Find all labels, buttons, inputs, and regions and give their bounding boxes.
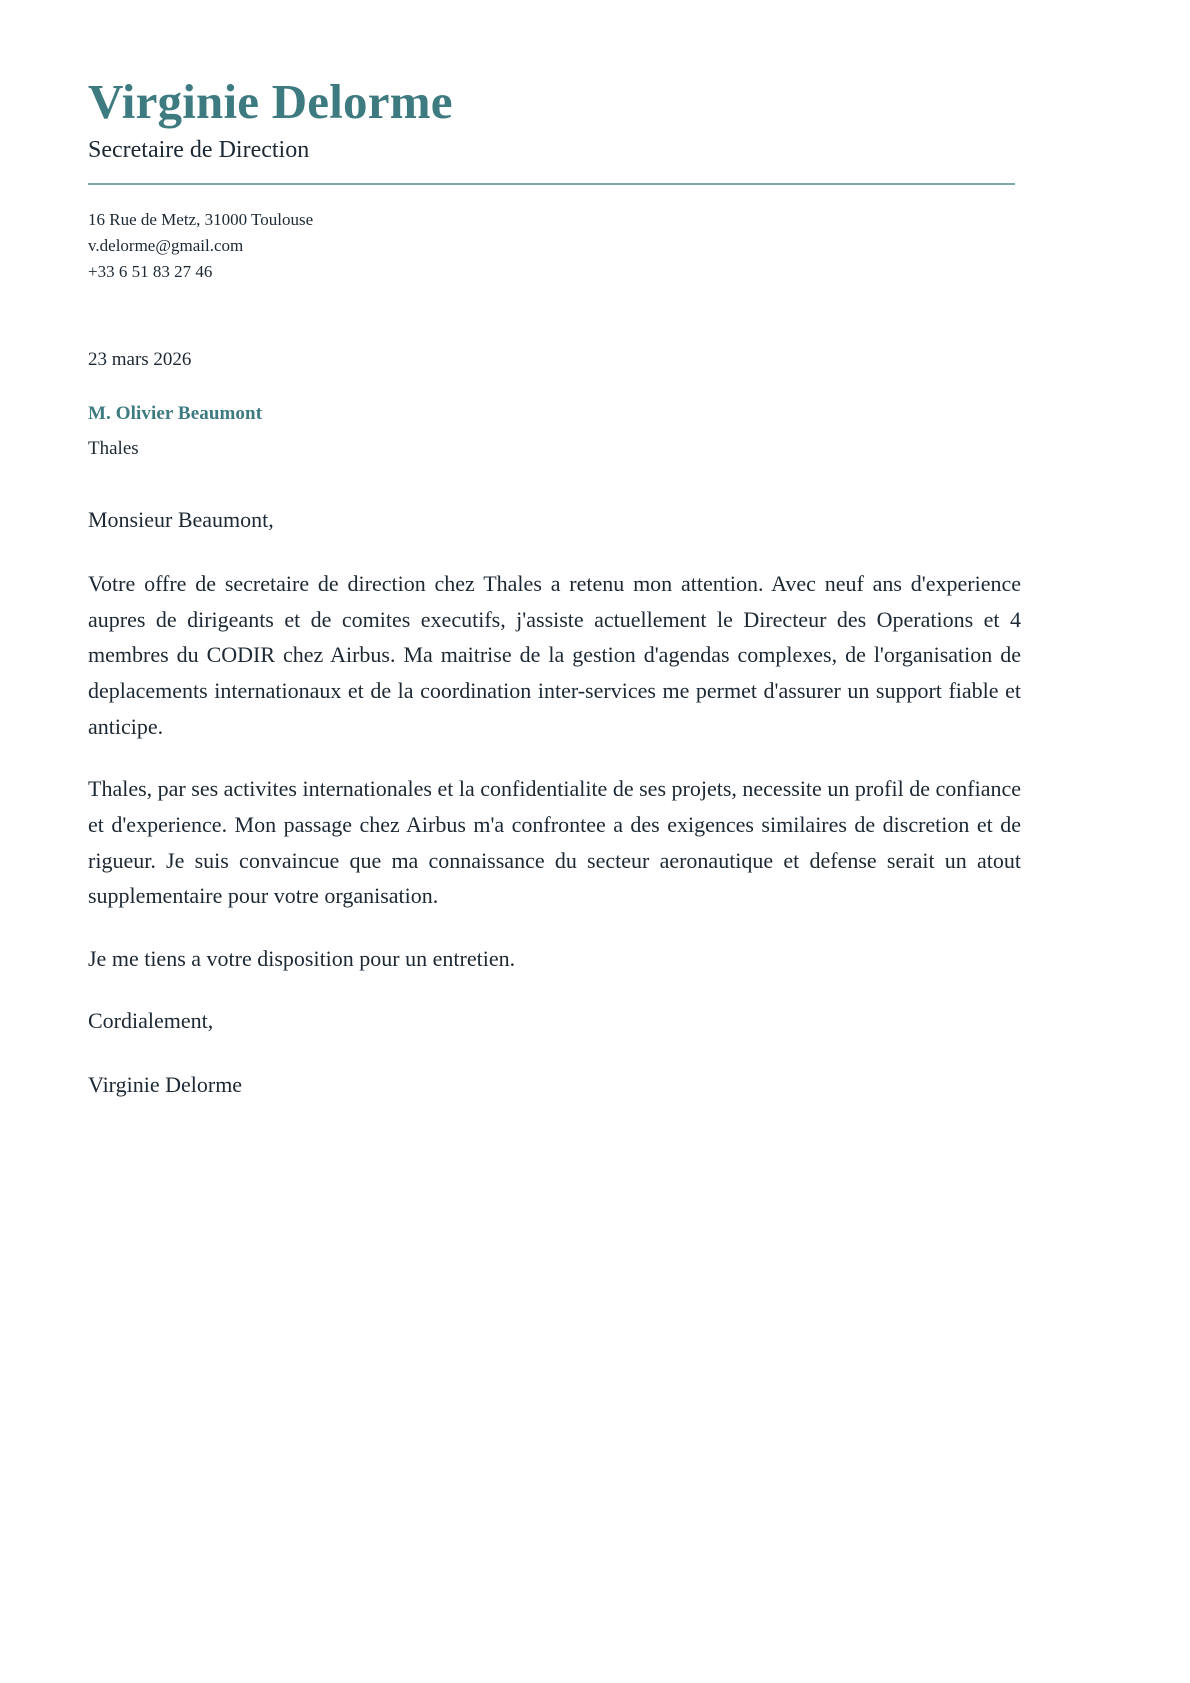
applicant-job-title: Secretaire de Direction <box>88 136 310 163</box>
letter-date: 23 mars 2026 <box>88 348 192 370</box>
recipient-company: Thales <box>88 437 139 459</box>
contact-email: v.delorme@gmail.com <box>88 236 244 256</box>
contact-address: 16 Rue de Metz, 31000 Toulouse <box>88 209 314 229</box>
applicant-name: Virginie Delorme <box>88 74 453 129</box>
letter-signature: Virginie Delorme <box>88 1072 243 1097</box>
contact-block <box>88 207 1015 286</box>
letter-paragraph-3: Je me tiens a votre disposition pour un entretien. <box>88 945 516 971</box>
letter-salutation: Monsieur Beaumont, <box>88 507 274 533</box>
letter-closing: Cordialement, <box>88 1008 214 1034</box>
recipient-name: M. Olivier Beaumont <box>88 403 263 425</box>
letter-body <box>88 504 1021 1102</box>
letter-paragraph-2: Thales, par ses activites internationales et la confidentialite de ses projets, necessite un profil de confiance et d'experience. Mon passage chez Airbus m'a confrontee a des exigences similaires de discretion et de rigueur. Je suis convaincue que ma connaissance du secteur aeronautique et defense serait un atout supplementaire pour votre organisation. <box>88 776 1021 909</box>
letter-header <box>88 62 1015 185</box>
contact-phone: +33 6 51 83 27 46 <box>88 262 213 282</box>
letter-paragraph-1: Votre offre de secretaire de direction chez Thales a retenu mon attention. Avec neuf ans d'experience aupres de dirigeants et de comites executifs, j'assiste actuellement le Directeur des Operations et 4 membres du CODIR chez Airbus. Ma maitrise de la gestion d'agendas complexes, de l'organisation de deplacements internationaux et de la coordination inter-services me permet d'assurer un support fiable et anticipe. <box>88 571 1021 739</box>
header-divider <box>88 183 1015 185</box>
letter-meta <box>88 346 1015 464</box>
